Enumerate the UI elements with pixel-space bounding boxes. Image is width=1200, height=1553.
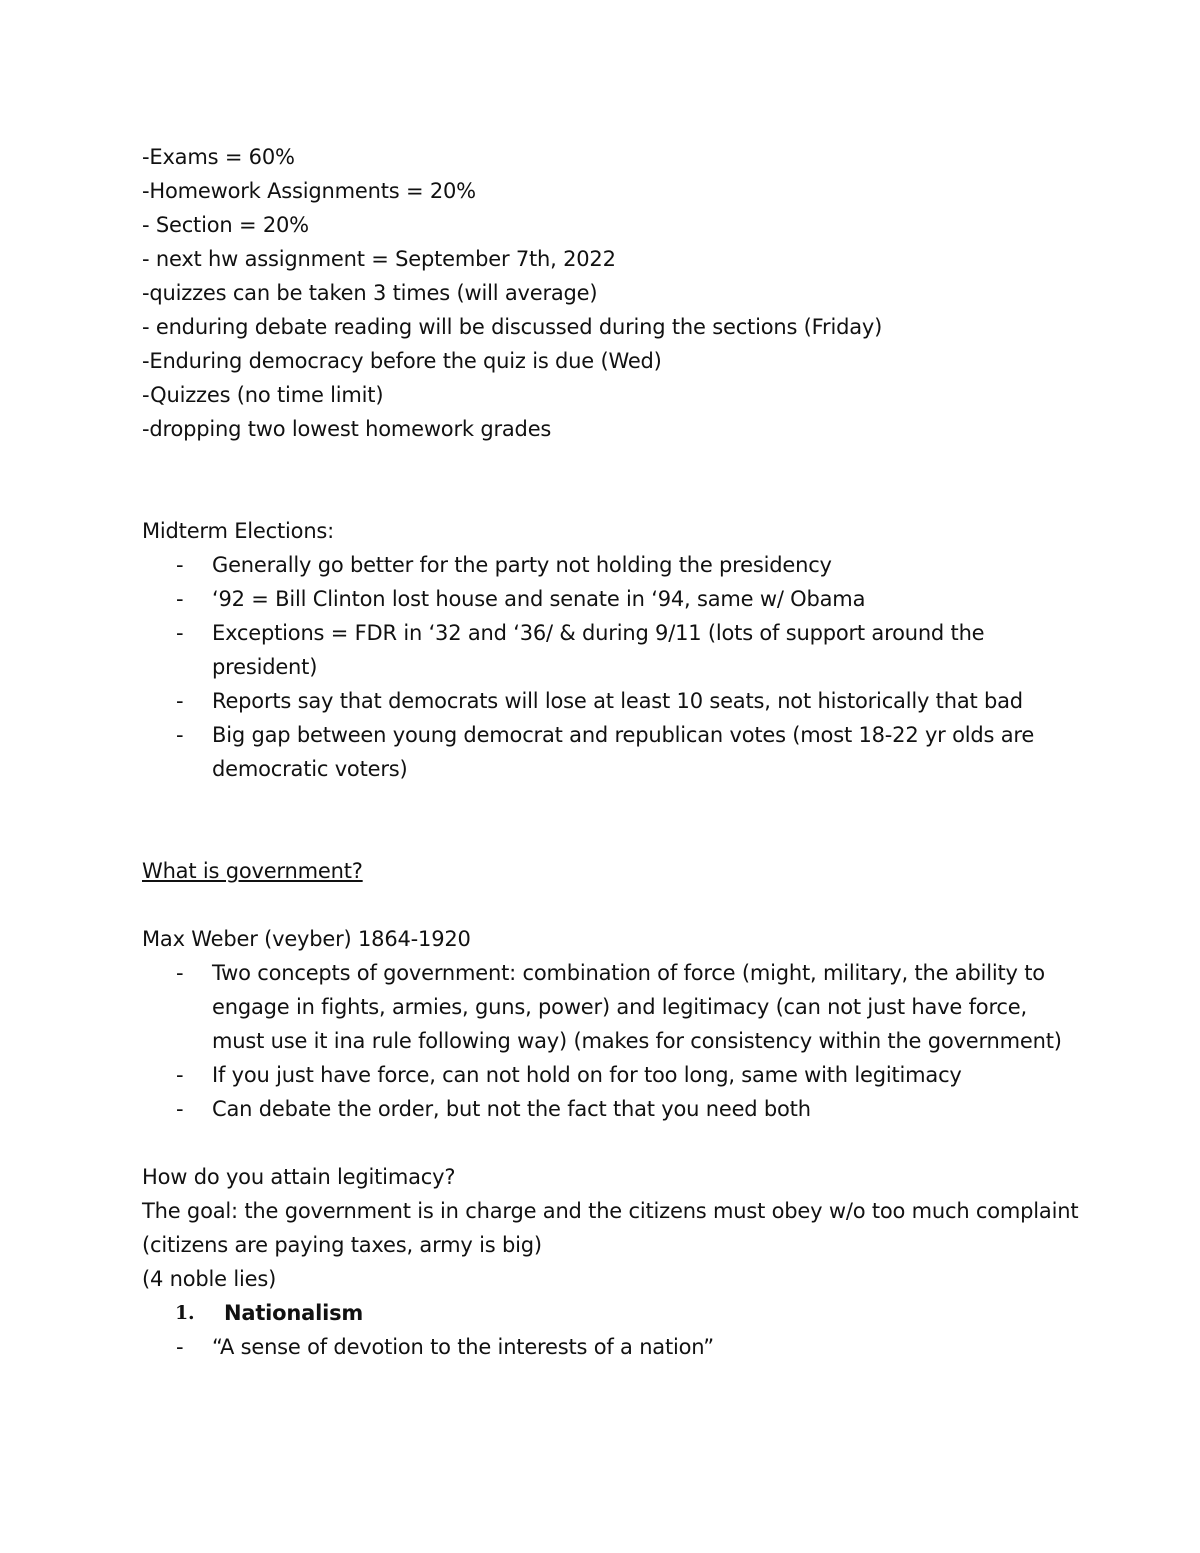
legitimacy-question: How do you attain legitimacy? <box>142 1165 456 1189</box>
dash-marker: - <box>176 1097 184 1121</box>
list-item-text: If you just have force, can not hold on for too long, same with legitimacy <box>212 1063 962 1087</box>
nationalism-bullet-list <box>142 1330 1082 1364</box>
list-item <box>142 548 1082 582</box>
list-item-text: Reports say that democrats will lose at least 10 seats, not historically that bad <box>212 689 1023 713</box>
list-item <box>142 1092 1082 1126</box>
dash-marker: - <box>176 621 184 645</box>
list-item <box>142 718 1082 786</box>
note-line: -Quizzes (no time limit) <box>142 383 384 407</box>
note-line: -Enduring democracy before the quiz is due (Wed) <box>142 349 662 373</box>
section-heading-midterm: Midterm Elections: <box>142 519 335 543</box>
list-item-text: Exceptions = FDR in ‘32 and ‘36/ & during 9/11 (lots of support around the president) <box>212 621 985 679</box>
dash-marker: - <box>176 587 184 611</box>
list-item-text: Can debate the order, but not the fact that you need both <box>212 1097 811 1121</box>
dash-marker: - <box>176 961 184 985</box>
list-item-text: “A sense of devotion to the interests of a nation” <box>212 1335 714 1359</box>
note-line: -Homework Assignments = 20% <box>142 179 476 203</box>
list-item-text: Generally go better for the party not holding the presidency <box>212 553 832 577</box>
list-item <box>142 684 1082 718</box>
section-heading-government: What is government? <box>142 859 363 883</box>
note-line: -dropping two lowest homework grades <box>142 417 552 441</box>
item-title: Nationalism <box>224 1301 364 1325</box>
list-item <box>142 616 1082 684</box>
legitimacy-goal: The goal: the government is in charge and the citizens must obey w/o too much complaint (citizens are paying taxes, army is big) <box>142 1199 1079 1257</box>
dash-marker: - <box>176 1335 184 1359</box>
note-line: -quizzes can be taken 3 times (will average) <box>142 281 598 305</box>
dash-marker: - <box>176 1063 184 1087</box>
dash-marker: - <box>176 723 184 747</box>
list-item-text: Big gap between young democrat and republican votes (most 18-22 yr olds are democratic voters) <box>212 723 1035 781</box>
note-line: - enduring debate reading will be discussed during the sections (Friday) <box>142 315 883 339</box>
list-item-text: Two concepts of government: combination of force (might, military, the ability to engage in fights, armies, guns, power) and legitimacy (can not just have force, must use it ina rule following way) (makes for consistency within the government) <box>212 961 1062 1053</box>
noble-lies-line: (4 noble lies) <box>142 1267 277 1291</box>
dash-marker: - <box>176 689 184 713</box>
note-line: -Exams = 60% <box>142 145 295 169</box>
list-item <box>142 582 1082 616</box>
list-item <box>142 1330 1082 1364</box>
list-item <box>142 956 1082 1058</box>
list-item <box>142 1058 1082 1092</box>
numbered-item-nationalism <box>142 1296 1082 1330</box>
notes-content <box>142 140 1082 1364</box>
note-line: - next hw assignment = September 7th, 2022 <box>142 247 616 271</box>
weber-line: Max Weber (veyber) 1864-1920 <box>142 927 471 951</box>
list-item-text: ‘92 = Bill Clinton lost house and senate in ‘94, same w/ Obama <box>212 587 866 611</box>
government-bullet-list <box>142 956 1082 1126</box>
note-line: - Section = 20% <box>142 213 309 237</box>
dash-marker: - <box>176 553 184 577</box>
item-number: 1. <box>175 1302 195 1324</box>
midterm-bullet-list <box>142 548 1082 786</box>
